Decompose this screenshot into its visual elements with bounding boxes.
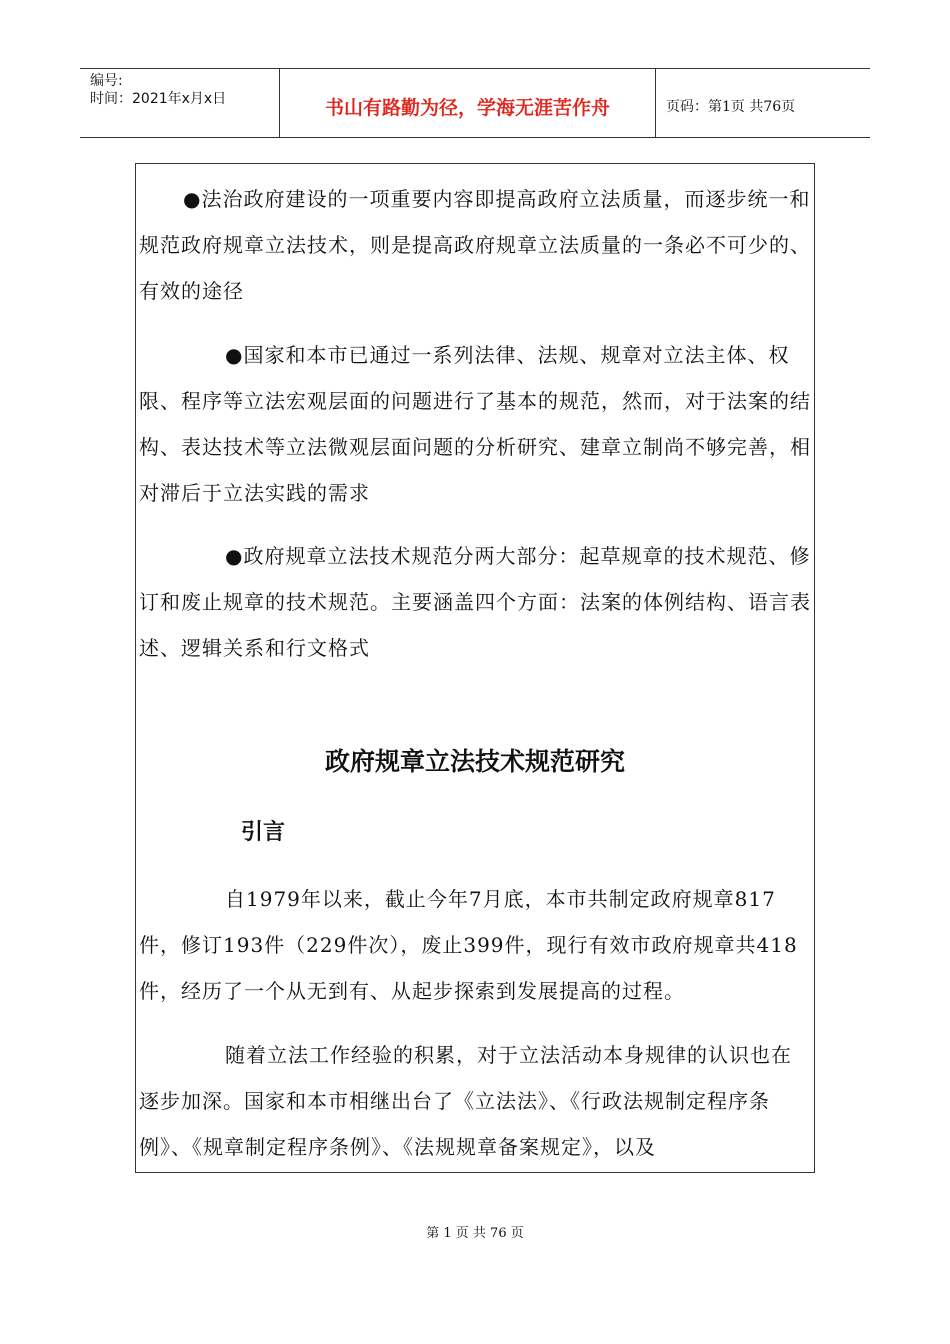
document-title: 政府规章立法技术规范研究 xyxy=(324,747,625,776)
header-motto: 书山有路勤为径，学海无涯苦作舟 xyxy=(280,69,656,137)
document-number-label: 编号: xyxy=(90,73,123,89)
document-time-label: 时间：2021年x月x日 xyxy=(90,91,227,107)
header-meta xyxy=(80,69,280,137)
page-header xyxy=(80,68,870,138)
bullet-paragraph-3: ●政府规章立法技术规范分两大部分：起草规章的技术规范、修订和废止规章的技术规范。主要涵盖四个方面：法案的体例结构、语言表述、逻辑关系和行文格式 xyxy=(139,544,811,660)
section-heading: 引言 xyxy=(241,820,286,845)
body-paragraph-1: 自1979年以来，截止今年7月底，本市共制定政府规章817件，修订193件（229件次），废止399件，现行有效市政府规章共418件，经历了一个从无到有、从起步探索到发展提高的过程。 xyxy=(139,887,798,1003)
bullet-paragraph-1: ●法治政府建设的一项重要内容即提高政府立法质量，而逐步统一和规范政府规章立法技术，则是提高政府规章立法质量的一条必不可少的、有效的途径 xyxy=(139,187,811,303)
header-page-info: 页码：第1页 共76页 xyxy=(666,99,796,115)
bullet-paragraph-2: ●国家和本市已通过一系列法律、法规、规章对立法主体、权限、程序等立法宏观层面的问题进行了基本的规范，然而，对于法案的结构、表达技术等立法微观层面问题的分析研究、建章立制尚不够完善，相对滞后于立法实践的需求 xyxy=(139,343,811,505)
content-box xyxy=(135,163,815,1173)
page-footer: 第 1 页 共 76 页 xyxy=(426,1226,524,1241)
body-paragraph-2: 随着立法工作经验的积累，对于立法活动本身规律的认识也在逐步加深。国家和本市相继出台了《立法法》、《行政法规制定程序条例》、《规章制定程序条例》、《法规规章备案规定》，以及 xyxy=(139,1043,792,1159)
